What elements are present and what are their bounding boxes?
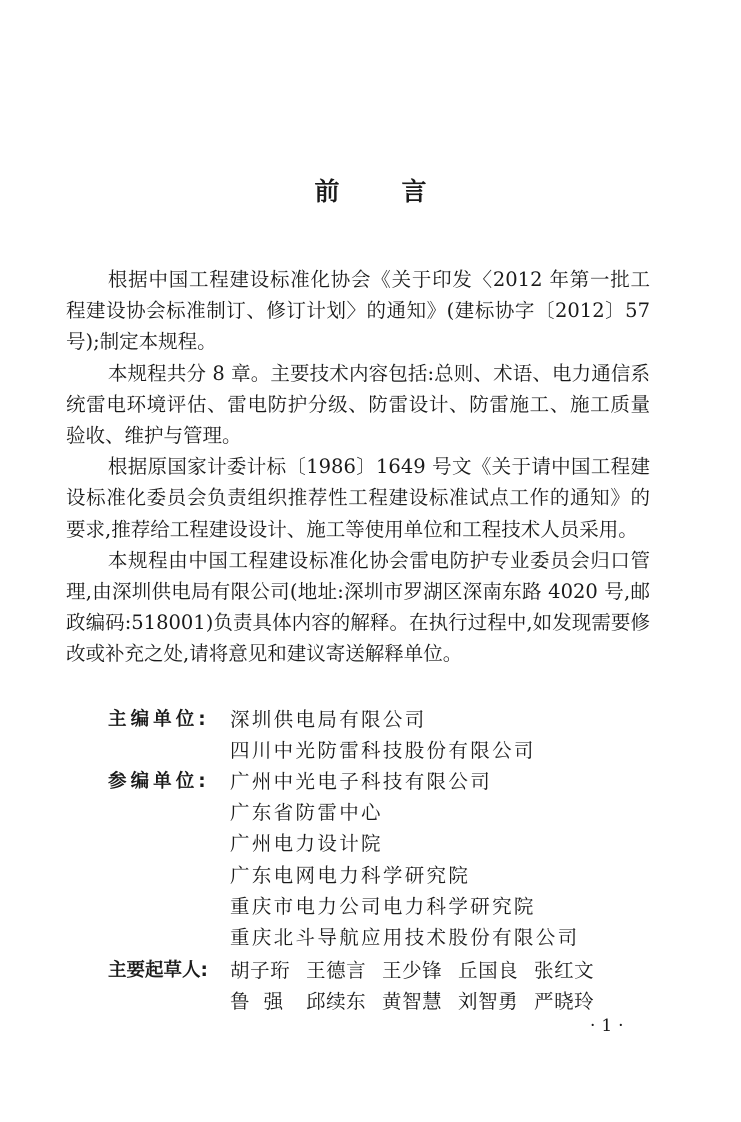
drafter-name: 鲁 强 — [230, 990, 284, 1014]
co-editor-unit: 重庆北斗导航应用技术股份有限公司 — [230, 925, 580, 949]
title-char-1: 前 — [314, 177, 340, 206]
chief-editors — [108, 704, 536, 766]
paragraph: 本规程共分 8 章。主要技术内容包括:总则、术语、电力通信系统雷电环境评估、雷电防护分级、防雷设计、防雷施工、施工质量验收、维护与管理。 — [66, 361, 650, 448]
page-number: ·1· — [590, 1016, 630, 1036]
drafters — [108, 955, 610, 1017]
page-title — [0, 172, 741, 208]
co-editor-unit: 广州电力设计院 — [230, 832, 383, 856]
co-editor-unit: 广东省防雷中心 — [230, 801, 383, 825]
chief-editors-label: 主编单位: — [108, 709, 210, 730]
drafters-label: 主要起草人: — [108, 960, 208, 981]
drafter-name: 邱续东 — [306, 990, 367, 1014]
co-editor-unit: 广东电网电力科学研究院 — [230, 863, 471, 887]
co-editors — [108, 766, 579, 953]
paragraph: 本规程由中国工程建设标准化协会雷电防护专业委员会归口管理,由深圳供电局有限公司(地址:深圳市罗湖区深南东路 4020 号,邮政编码:518001)负责具体内容的解释。在执行过程中,如发现需要修改或补充之处,请将意见和建议寄送解释单位。 — [66, 548, 650, 666]
drafter-name: 严晓玲 — [534, 990, 595, 1014]
preface-body — [66, 264, 650, 670]
co-editor-unit: 广州中光电子科技有限公司 — [230, 770, 493, 793]
drafter-name: 张红文 — [534, 959, 595, 982]
co-editors-label: 参编单位: — [108, 771, 210, 792]
drafter-name: 刘智勇 — [458, 990, 519, 1014]
paragraph: 根据中国工程建设标准化协会《关于印发〈2012 年第一批工程建设协会标准制订、修订计划〉的通知》(建标协字〔2012〕57 号);制定本规程。 — [66, 268, 650, 354]
drafter-name: 黄智慧 — [382, 990, 443, 1014]
paragraph: 根据原国家计委计标〔1986〕1649 号文《关于请中国工程建设标准化委员会负责组织推荐性工程建设标准试点工作的通知》的要求,推荐给工程建设设计、施工等使用单位和工程技术人员采用。 — [66, 455, 650, 541]
drafter-name: 王少锋 — [382, 959, 443, 982]
title-char-2: 言 — [401, 177, 427, 206]
co-editor-unit: 重庆市电力公司电力科学研究院 — [230, 894, 536, 918]
chief-editor-unit: 深圳供电局有限公司 — [230, 708, 427, 731]
drafter-name: 王德言 — [306, 959, 367, 982]
drafter-name: 丘国良 — [458, 959, 519, 982]
chief-editor-unit: 四川中光防雷科技股份有限公司 — [230, 739, 536, 763]
drafter-name: 胡子珩 — [230, 959, 291, 982]
